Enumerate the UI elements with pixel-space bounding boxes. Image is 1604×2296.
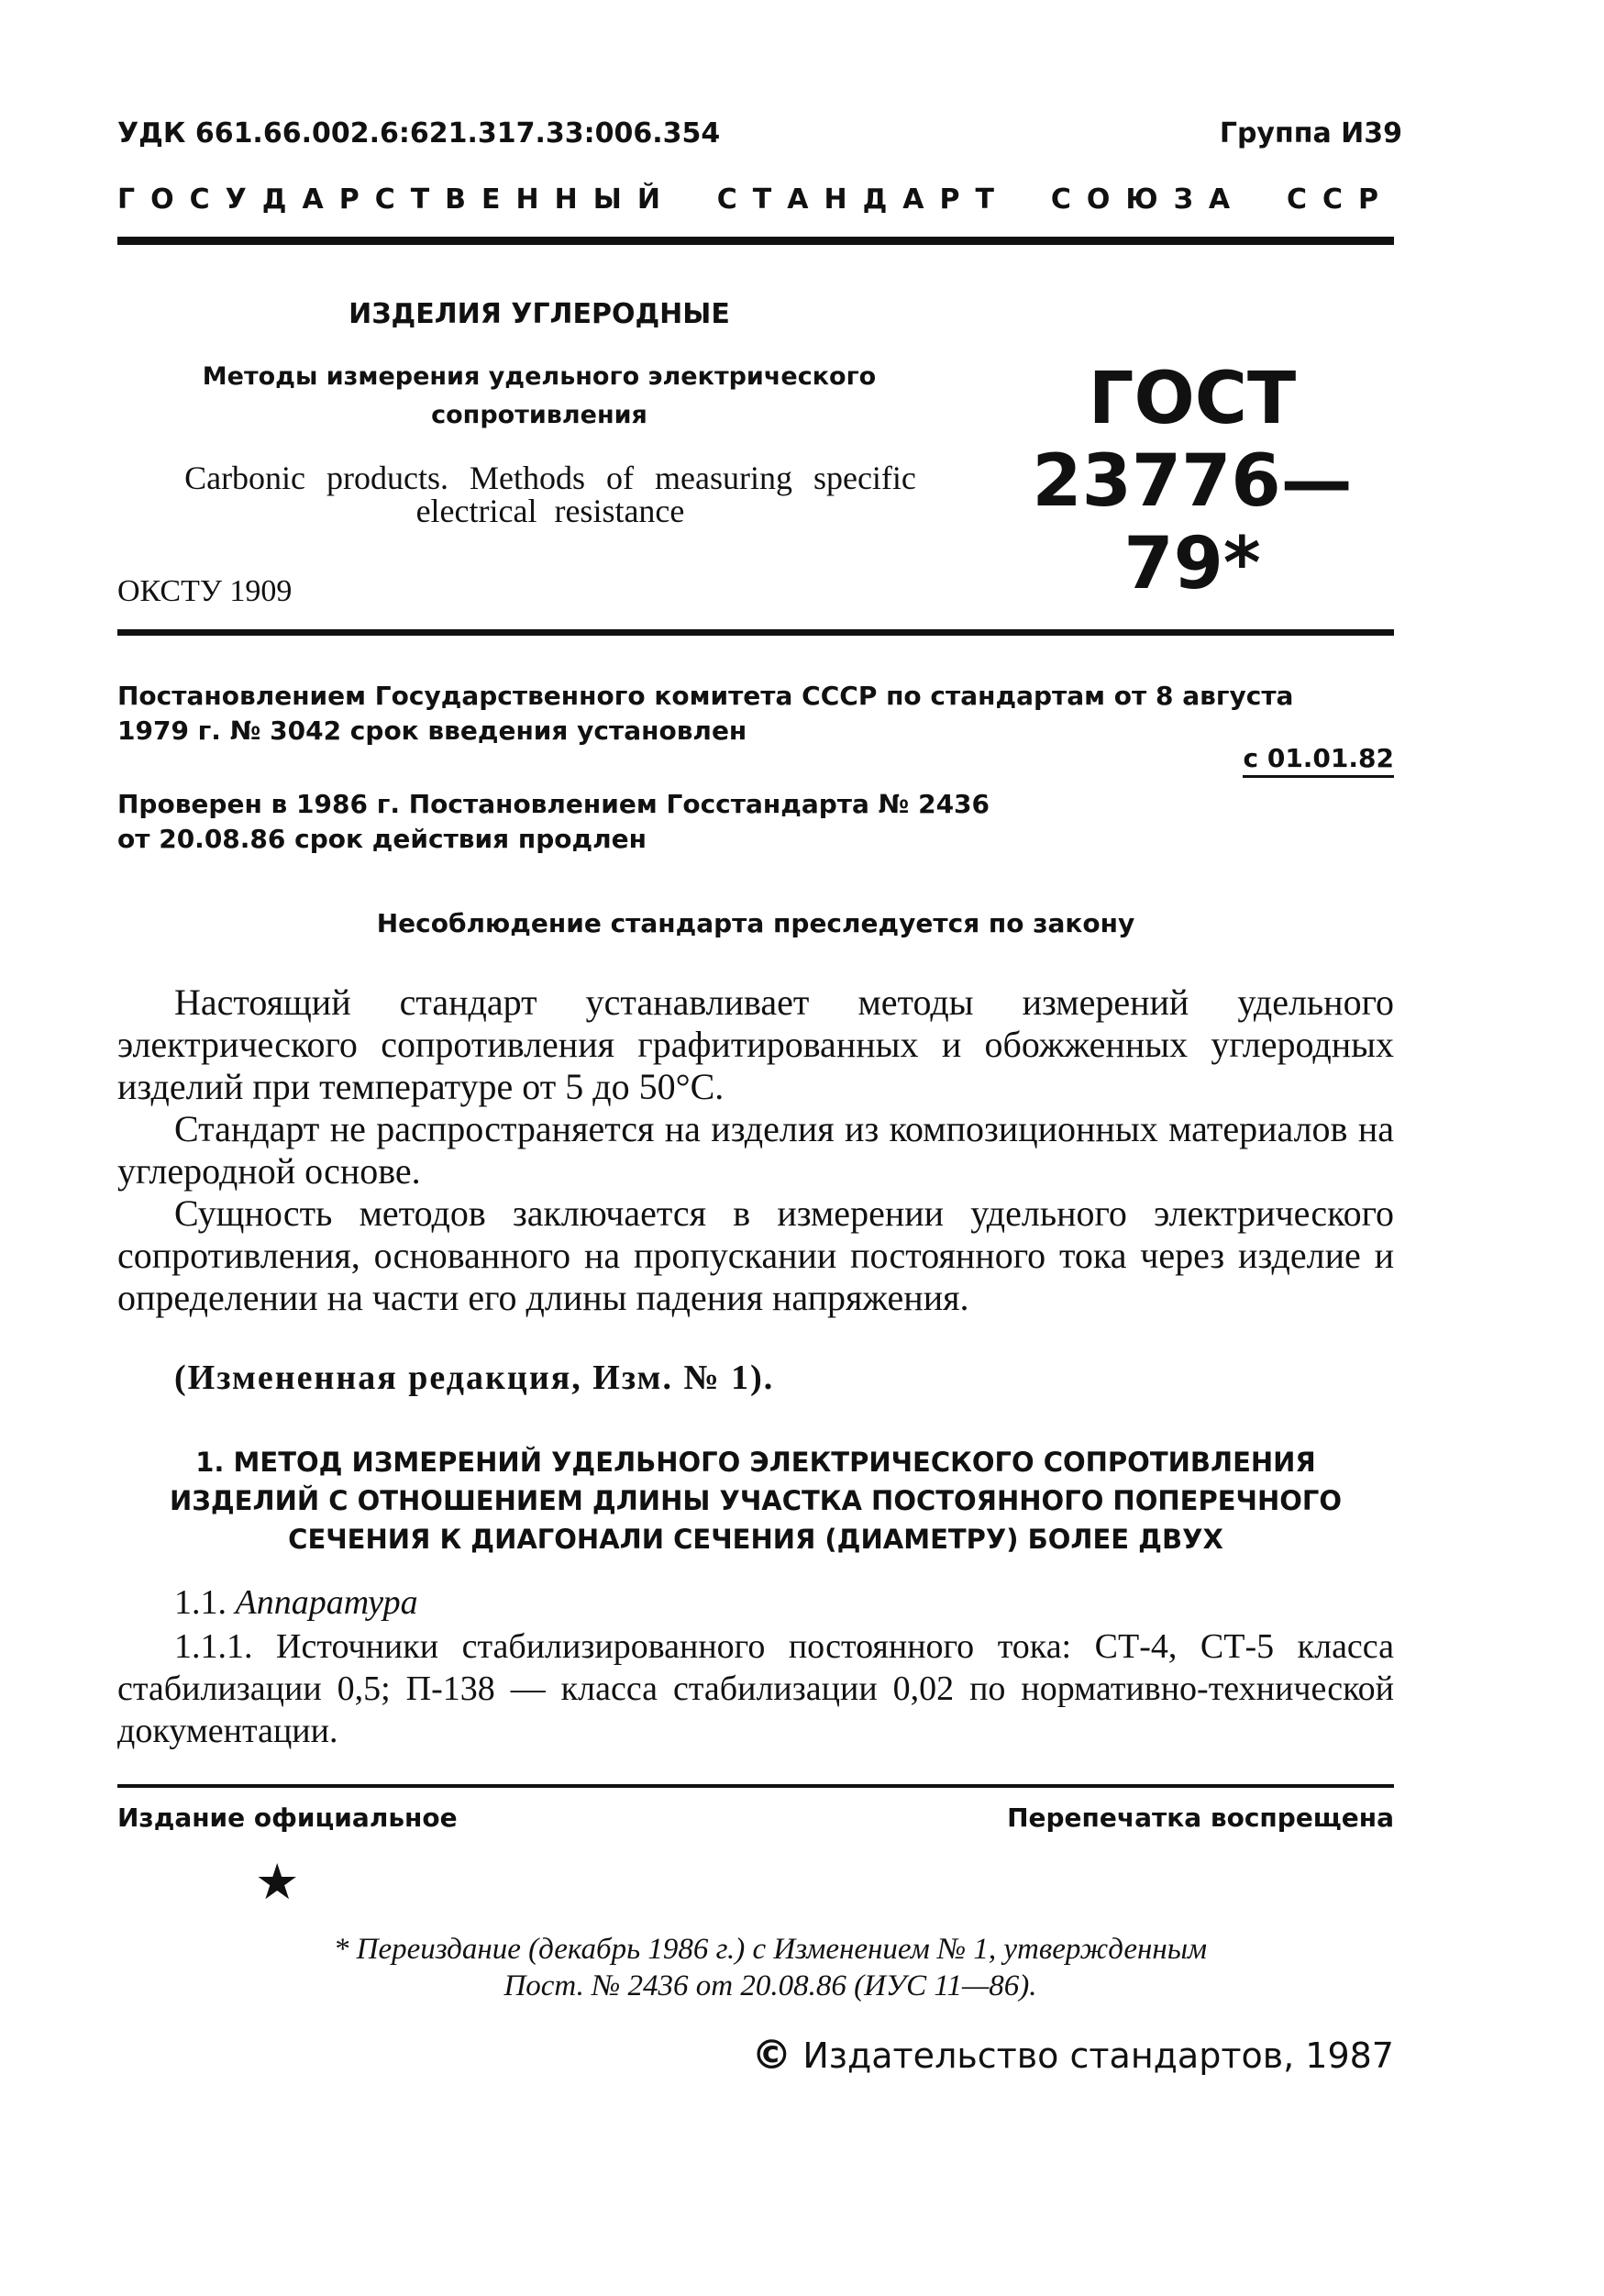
document-title: ИЗДЕЛИЯ УГЛЕРОДНЫЕ [348, 298, 730, 330]
footnote-line-2: Пост. № 2436 от 20.08.86 (ИУС 11—86). [503, 1969, 1037, 2002]
gost-number: 23776—79* [1032, 440, 1353, 605]
group-code: Группа И39 [1219, 117, 1402, 150]
banner-word-2: СТАНДАРТ [716, 183, 1010, 216]
banner-word-1: ГОСУДАРСТВЕННЫЙ [117, 183, 676, 216]
checked-line-2: от 20.08.86 срок действия продлен [117, 824, 647, 854]
banner-word-3: СОЮЗА [1050, 183, 1246, 216]
reprint-label: Перепечатка воспрещена [1007, 1802, 1394, 1833]
copyright-line [751, 2032, 1394, 2079]
subsection-1-1-1 [117, 1625, 1394, 1752]
copyright-icon: © [751, 2032, 792, 2079]
paragraph-1: Настоящий стандарт устанавливает методы измерений удельного электрического сопротивления графитированных и обожженных углеродных изделий при температуре от 5 до 50°С. [117, 982, 1394, 1107]
checked-line-1: Проверен в 1986 г. Постановлением Госстандарта № 2436 [117, 789, 990, 819]
paragraph-3: Сущность методов заключается в измерении удельного электрического сопротивления, основанного на пропускании постоянного тока через изделие и определении на части его длины падения напряжения. [117, 1192, 1394, 1318]
section-heading-line-1: 1. МЕТОД ИЗМЕРЕНИЙ УДЕЛЬНОГО ЭЛЕКТРИЧЕСКОГО СОПРОТИВЛЕНИЯ [195, 1447, 1316, 1478]
body-text [117, 982, 1394, 1319]
footnote-line-1: * Переиздание (декабрь 1986 г.) с Изменением № 1, утвержденным [333, 1933, 1208, 1966]
section-heading-line-3: СЕЧЕНИЯ К ДИАГОНАЛИ СЕЧЕНИЯ (ДИАМЕТРУ) БОЛЕЕ ДВУХ [288, 1524, 1223, 1555]
english-line-2: electrical resistance [415, 493, 685, 529]
legal-warning: Несоблюдение стандарта преследуется по закону [376, 908, 1135, 938]
star-icon: ★ [255, 1855, 300, 1910]
effective-date: с 01.01.82 [1243, 743, 1394, 778]
subsection-number: 1.1. [174, 1583, 227, 1622]
header-rule [117, 237, 1394, 245]
subtitle-line-2: сопротивления [431, 401, 647, 429]
section-heading [117, 1443, 1394, 1558]
subsection-1-1 [174, 1582, 418, 1623]
subsection-title: Аппаратура [235, 1583, 418, 1622]
paragraph-2: Стандарт не распространяется на изделия из композиционных материалов на углеродной основе. [117, 1108, 1394, 1192]
standard-banner [117, 183, 1394, 216]
gost-label: ГОСТ [1088, 358, 1297, 440]
decree-line-1: Постановлением Государственного комитета СССР по стандартам от 8 августа [117, 681, 1294, 711]
udk-code: УДК 661.66.002.6:621.317.33:006.354 [117, 117, 721, 150]
subtitle-line-1: Методы измерения удельного электрического [202, 362, 877, 391]
section-heading-line-2: ИЗДЕЛИЙ С ОТНОШЕНИЕМ ДЛИНЫ УЧАСТКА ПОСТОЯННОГО ПОПЕРЕЧНОГО [169, 1485, 1342, 1516]
checked-note [117, 787, 1126, 857]
decree-text [117, 679, 1394, 749]
copyright-text: Издательство стандартов, 1987 [802, 2035, 1394, 2076]
edition-label: Издание официальное [117, 1802, 458, 1833]
subsection-1-1-1-text: 1.1.1. Источники стабилизированного постоянного тока: СТ-4, СТ-5 класса стабилизации 0,5; П-138 — класса стабилизации 0,02 по нормативно-технической документации. [117, 1627, 1394, 1750]
english-title [138, 461, 963, 527]
amendment-note: (Измененная редакция, Изм. № 1). [174, 1359, 775, 1397]
okstu-code: ОКСТУ 1909 [117, 574, 293, 608]
footer-rule [117, 1784, 1394, 1788]
document-subtitle [117, 358, 961, 435]
reissue-footnote [202, 1931, 1339, 2004]
title-rule [117, 629, 1394, 636]
banner-word-4: ССР [1286, 183, 1394, 216]
decree-line-2: 1979 г. № 3042 срок введения установлен [117, 715, 747, 746]
english-line-1: Carbonic products. Methods of measuring specific [184, 460, 916, 496]
